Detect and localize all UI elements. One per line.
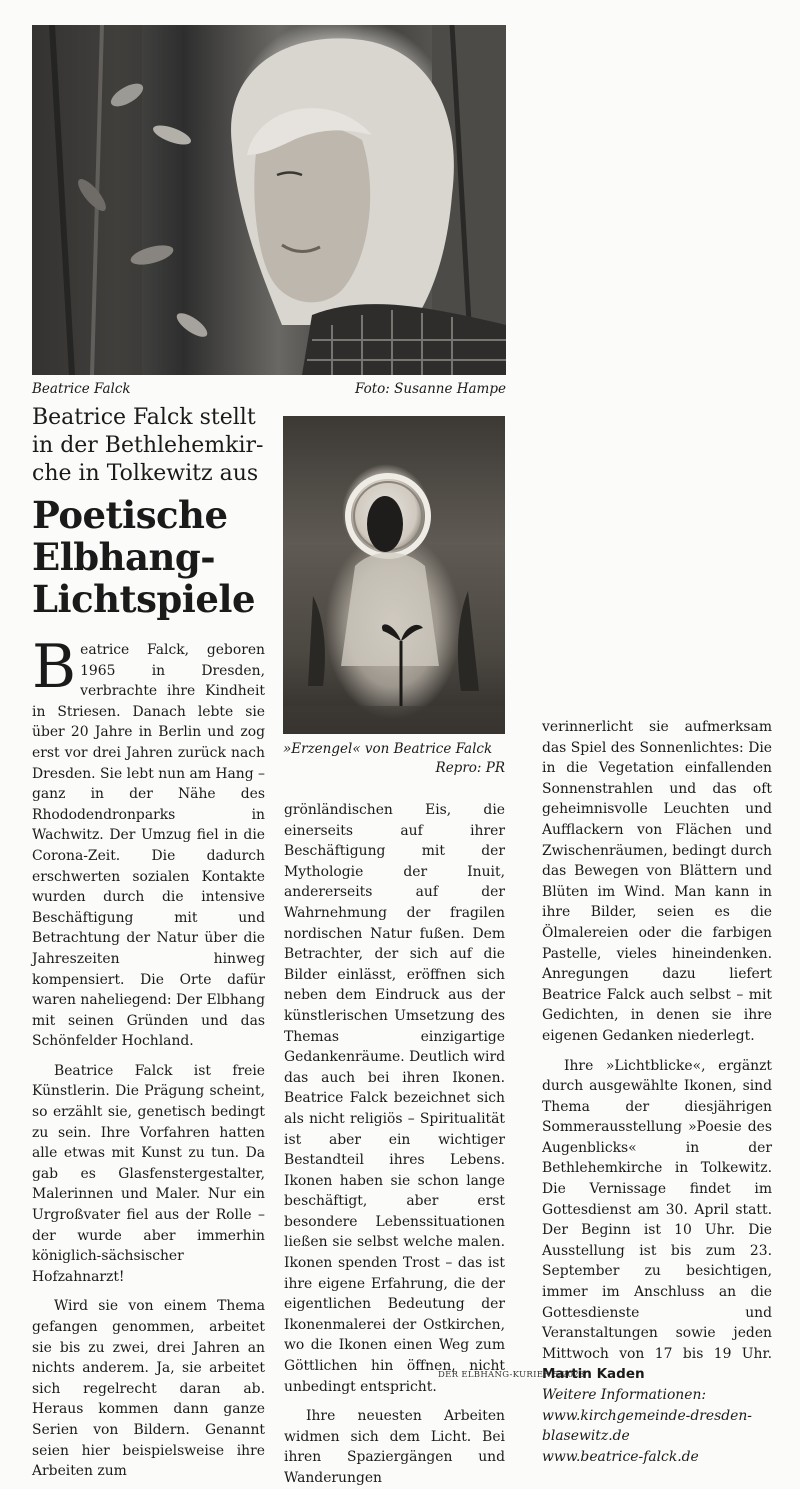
paragraph: Beatrice Falck, geboren 1965 in Dresden, verbrachte ihre Kindheit in Striesen. Danach lebte sie über 20 Jahre in Berlin und zog erst vor drei Jahren zurück nach Dresden. Sie lebt nun am Hang – ganz in der Nähe des Rhododendronparks in Wachwitz. Der Umzug fiel in die Corona-Zeit. Die dadurch erschwerten sozialen Kontakte wurden durch die intensive Beschäftigung mit und Betrachtung der Natur über die Jahreszeiten hinweg kompensiert. Die Orte dafür waren naheliegend: Der Elbhang mit seinen Gründen und das Schönfelder Hochland. (32, 632, 265, 1050)
article-column-2 (284, 800, 505, 1489)
title-line: Elbhang- (32, 535, 216, 579)
photo-caption (32, 381, 506, 401)
kicker-line: che in Tolkewitz aus (32, 461, 259, 486)
kicker-line: Beatrice Falck stellt (32, 405, 256, 430)
paragraph: Ihre neuesten Arbeiten widmen sich dem Licht. Bei ihren Spaziergängen und Wanderungen (284, 1408, 505, 1486)
article-title (32, 494, 272, 620)
photo-caption-subject: Beatrice Falck (32, 381, 131, 397)
photo-credit: Foto: Susanne Hampe (355, 381, 506, 397)
painting-image (283, 416, 505, 734)
kicker-line: in der Bethlehemkir- (32, 433, 264, 458)
title-line: Poetische (32, 493, 228, 537)
portrait-photo (32, 25, 506, 375)
paragraph (542, 1056, 772, 1386)
link-beatrice-falck[interactable]: www.beatrice-falck.de (542, 1448, 699, 1465)
painting-title: »Erzengel« von Beatrice Falck (283, 741, 493, 757)
title-line: Lichtspiele (32, 577, 255, 621)
author-name: Martin Kaden (542, 1366, 645, 1383)
article-column-3 (542, 717, 772, 1467)
paragraph: Beatrice Falck ist freie Künstlerin. Die Prägung scheint, so erzählt sie, genetisch bedingt zu sein. Ihre Vorfahren hatten alle etwas mit Kunst zu tun. Da gab es Glasfenstergestalter, Malerinnen und Maler. Nur ein Urgroßvater fiel aus der Rolle – der wurde aber immerhin königlich-sächsischer Hofzahnarzt! (32, 1062, 265, 1285)
link-kirchgemeinde[interactable]: www.kirchgemeinde-dresden-blasewitz.de (542, 1407, 752, 1445)
page-footer: DER ELBHANG-KURIER 5/2023 (438, 1370, 585, 1380)
erzengel-illustration (283, 416, 505, 734)
paragraph: grönländischen Eis, die einerseits auf ihrer Beschäftigung mit der Mythologie der Inuit, andererseits auf der Wahrnehmung der fragilen nordischen Natur fußen. Dem Betrachter, der sich auf die Bilder einlässt, eröffnen sich neben dem Eindruck aus der künstlerischen Umsetzung des Themas einzigartige Gedankenräume. Deutlich wird das auch bei ihren Ikonen. Beatrice Falck bezeichnet sich als nicht religiös – Spiritualität ist aber ein wichtiger Bestandteil ihres Lebens. Ikonen haben sie schon lange beschäftigt, aber erst besondere Lebenssituationen ließen sie selbst welche malen. Ikonen spenden Trost – das ist ihre eigene Erfahrung, die der eigentlichen Bedeutung der Ikonenmalerei der Ostkirchen, wo die Ikonen einen Weg zum Göttlichen hin öffnen, nicht unbedingt entspricht. (284, 802, 505, 1395)
paragraph: verinnerlicht sie aufmerksam das Spiel des Sonnenlichtes: Die in die Vegetation einfallenden Sonnenstrahlen und das oft geheimnisvolle Leuchten und Aufflackern von Flächen und Zwischenräumen, bedingt durch das Bewegen von Blättern und Blüten im Wind. Man kann in ihre Bilder, seien es die Ölmalereien oder die farbigen Pastelle, vieles hineindenken. Anregungen dazu liefert Beatrice Falck auch selbst – mit Gedichten, in denen sie ihre eigenen Gedanken niederlegt. (542, 719, 772, 1044)
paragraph: Wird sie von einem Thema gefangen genommen, arbeitet sie bis zu zwei, drei Jahren an nichts anderem. Ja, sie arbeitet sich regelrecht daran ab. Heraus kommen dann ganze Serien von Bildern. Genannt seien hier beispielsweise ihre Arbeiten zum (32, 1298, 265, 1480)
painting-credit: Repro: PR (435, 760, 505, 776)
painting-caption (283, 740, 505, 778)
portrait-illustration (32, 25, 506, 375)
info-label: Weitere Informationen: (542, 1387, 707, 1403)
paragraph-text: Ihre »Lichtblicke«, ergänzt durch ausgewählte Ikonen, sind Thema der diesjährigen Sommerausstellung »Poesie des Augenblicks« in der Bethlehemkirche in Tolkewitz. Die Vernissage findet im Gottesdienst am 30. April statt. Der Beginn ist 10 Uhr. Die Ausstellung ist bis zum 23. September zu besichtigen, immer im Anschluss an die Gottesdienste und Veranstaltungen sowie jeden Mittwoch von 17 bis 19 Uhr. (542, 1057, 772, 1362)
article-kicker (32, 404, 272, 488)
article-column-1 (32, 632, 265, 1482)
